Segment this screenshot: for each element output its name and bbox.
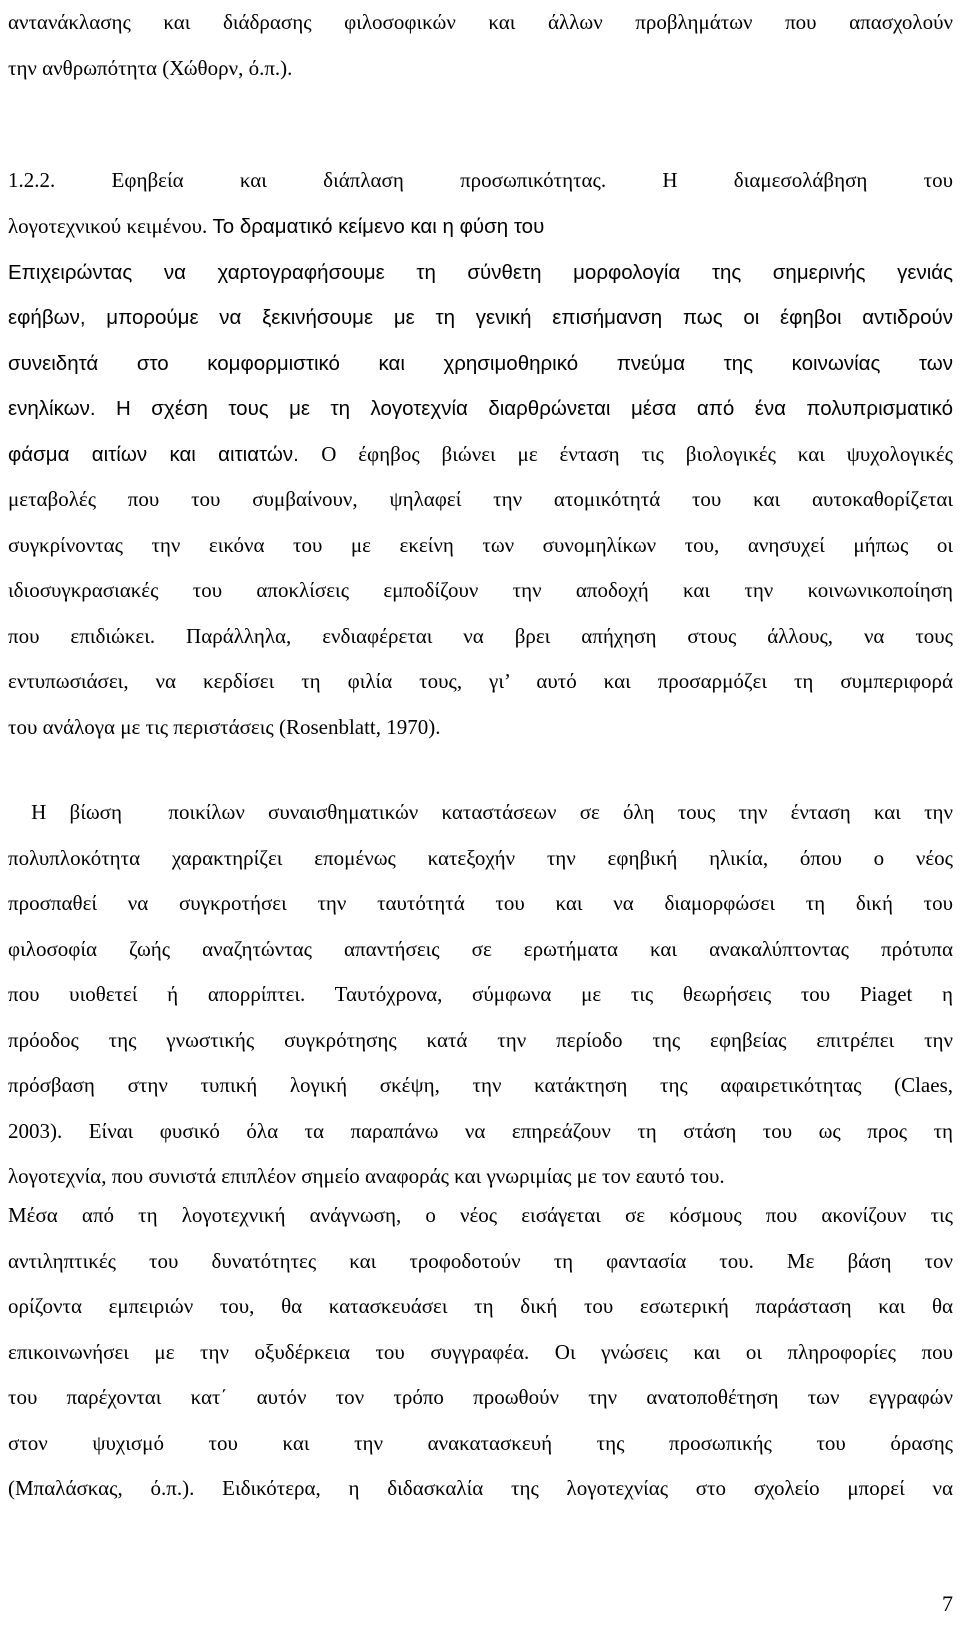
text-line: ορίζοντα εμπειριών του, θα κατασκευάσει τη δική του εσωτερική παράσταση και θα [8, 1294, 953, 1318]
section-heading-line-start: λογοτεχνικού κειμένου. [8, 214, 213, 238]
text-line: (Μπαλάσκας, ό.π.). Ειδικότερα, η διδασκαλία της λογοτεχνίας στο σχολείο μπορεί να [8, 1476, 953, 1500]
text-line: εφήβων, μπορούμε να ξεκινήσουμε με τη γενική επισήμανση πως οι έφηβοι αντιδρούν [8, 306, 953, 329]
text-line: λογοτεχνία, που συνιστά επιπλέον σημείο αναφοράς και γνωριμίας με τον εαυτό του. [8, 1164, 725, 1188]
text-line: συνειδητά στο κομφορμιστικό και χρησιμοθηρικό πνεύμα της κοινωνίας των [8, 351, 953, 375]
text-line: πρόσβαση στην τυπική λογική σκέψη, την κατάκτηση της αφαιρετικότητας (Claes, [8, 1073, 953, 1097]
paragraph-emotions [8, 790, 953, 1200]
paragraph-reading [8, 1193, 953, 1512]
text-line: 2003). Είναι φυσικό όλα τα παραπάνω να επηρεάζουν τη στάση του ως προς τη [8, 1118, 953, 1143]
text-line: Η βίωση ποικίλων συναισθηματικών καταστάσεων σε όλη τους την ένταση και την [8, 800, 953, 824]
section-heading-line [8, 204, 953, 250]
intro-paragraph-continued [8, 0, 953, 91]
page-number: 7 [942, 1591, 953, 1616]
text-line: Επιχειρώντας να χαρτογραφήσουμε τη σύνθετη μορφολογία της σημερινής γενιάς [8, 260, 953, 284]
text-line: που υιοθετεί ή απορρίπτει. Ταυτόχρονα, σύμφωνα με τις θεωρήσεις του Piaget η [8, 982, 953, 1006]
text-line: συγκρίνοντας την εικόνα του με εκείνη των συνομηλίκων του, ανησυχεί μήπως οι [8, 532, 953, 557]
text-line: φιλοσοφία ζωής αναζητώντας απαντήσεις σε ερωτήματα και ανακαλύπτοντας πρότυπα [8, 936, 953, 961]
text-line: πρόοδος της γνωστικής συγκρότησης κατά την περίοδο της εφηβείας επιτρέπει την [8, 1027, 953, 1052]
text-line: εντυπωσιάσει, να κερδίσει τη φιλία τους, γι’ αυτό και προσαρμόζει τη συμπεριφορά [8, 669, 953, 693]
text-line: αντανάκλασης και διάδρασης φιλοσοφικών και άλλων προβλημάτων που απασχολούν [8, 10, 953, 34]
section-heading [8, 158, 953, 204]
text-line: που επιδιώκει. Παράλληλα, ενδιαφέρεται να βρει απήχηση στους άλλους, να τους [8, 623, 953, 648]
subsection-title: Το δραματικό κείμενο και η φύση του [212, 215, 545, 238]
text-line: του ανάλογα με τις περιστάσεις (Rosenblatt, 1970). [8, 714, 441, 739]
text-line-serif-part: Ο έφηβος βιώνει με ένταση τις βιολογικές και ψυχολογικές [321, 441, 953, 466]
text-line: του παρέχονται κατ΄ αυτόν τον τρόπο προωθούν την ανατοποθέτηση των εγγραφών [8, 1385, 953, 1409]
text-line: προσπαθεί να συγκροτήσει την ταυτότητά του και να διαμορφώσει τη δική του [8, 891, 953, 915]
document-page [8, 0, 953, 1648]
text-line [8, 432, 953, 478]
text-line: μεταβολές που του συμβαίνουν, ψηλαφεί την ατομικότητά του και αυτοκαθορίζεται [8, 487, 953, 511]
text-line: ενηλίκων. Η σχέση τους με τη λογοτεχνία διαρθρώνεται μέσα από ένα πολυπρισματικό [8, 397, 953, 420]
text-line: την ανθρωπότητα (Χώθορν, ό.π.). [8, 55, 293, 80]
text-line: επικοινωνήσει με την οξυδέρκεια του συγγραφέα. Οι γνώσεις και οι πληροφορίες που [8, 1339, 953, 1364]
paragraph-adolescence [8, 204, 953, 750]
section-heading-line: 1.2.2. Εφηβεία και διάπλαση προσωπικότητας. Η διαμεσολάβηση του [8, 168, 953, 192]
text-line-sans-part: φάσμα αιτίων και αιτιατών. [8, 442, 322, 466]
text-line: Μέσα από τη λογοτεχνική ανάγνωση, ο νέος εισάγεται σε κόσμους που ακονίζουν τις [8, 1203, 953, 1227]
text-line: πολυπλοκότητα χαρακτηρίζει επομένως κατεξοχήν την εφηβική ηλικία, όπου ο νέος [8, 845, 953, 870]
text-line: αντιληπτικές του δυνατότητες και τροφοδοτούν τη φαντασία του. Με βάση τον [8, 1248, 953, 1273]
text-line: στον ψυχισμό του και την ανακατασκευή της προσωπικής του όρασης [8, 1430, 953, 1455]
text-line: ιδιοσυγκρασιακές του αποκλίσεις εμποδίζουν την αποδοχή και την κοινωνικοποίηση [8, 578, 953, 602]
